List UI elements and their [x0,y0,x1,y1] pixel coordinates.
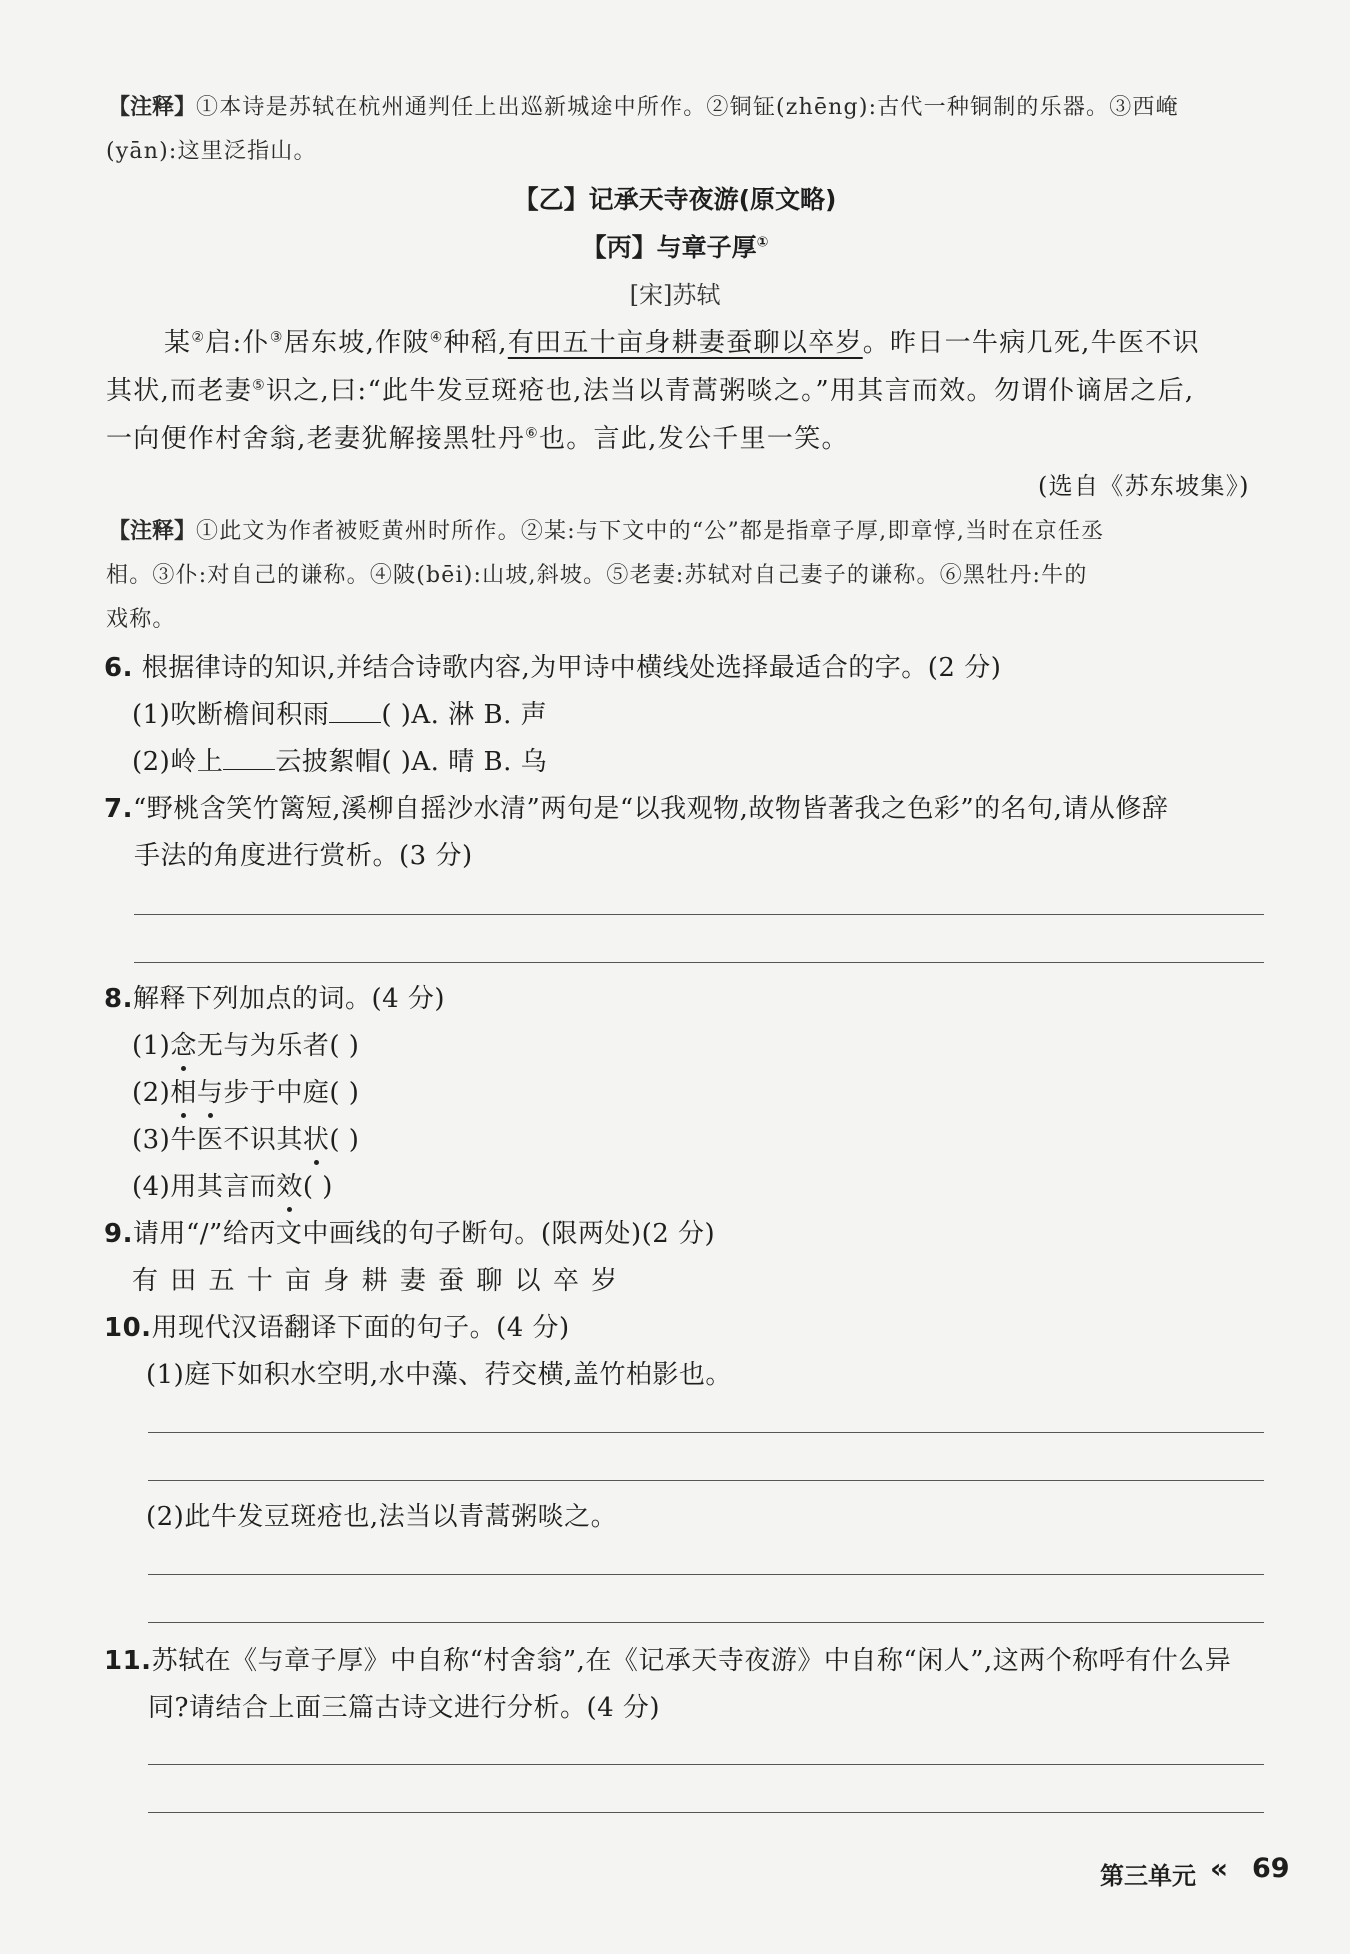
q6-blank2[interactable] [223,747,275,770]
answer-line-q10-1b[interactable] [148,1480,1264,1481]
author: [宋]苏轼 [629,281,721,309]
underlined-sentence: 有田五十亩身耕妻蚕聊以卒岁 [507,328,863,358]
q8-item4: (4)用其言而效( ) [132,1172,333,1202]
dotted-char: 念 [170,1031,197,1061]
answer-line-q10-2a[interactable] [148,1574,1264,1575]
dotted-char: 状 [302,1125,330,1155]
answer-line-q11-2[interactable] [148,1812,1264,1813]
answer-line-q10-1a[interactable] [148,1432,1264,1433]
unit-label: 第三单元 [1100,1862,1196,1890]
q6-item1: (1)吹断檐间积雨 ( )A. 淋 B. 声 [132,700,548,730]
title-bing: 【丙】与章子厚① [581,233,769,262]
q10-item2: (2)此牛发豆斑疮也,法当以青蒿粥啖之。 [146,1502,618,1532]
note-bing-line3: 戏称。 [106,607,176,632]
q6-blank1[interactable] [329,700,381,723]
note-bing-line2: 相。③仆:对自己的谦称。④陂(bēi):山坡,斜坡。⑤老妻:苏轼对自己妻子的谦称。⑥黑牡丹:牛的 [106,563,1088,588]
q8-item3: (3)牛医不识其状( ) [132,1125,360,1155]
title-yi: 【乙】记承天寺夜游(原文略) [513,185,837,214]
question-7: 7.“野桃含笑竹篱短,溪柳自摇沙水清”两句是“以我观物,故物皆著我之色彩”的名句,请从修辞 [104,794,1169,824]
note-jia-line1: 【注释】①本诗是苏轼在杭州通判任上出巡新城途中所作。②铜钲(zhēng):古代一种铜制的乐器。③西崦 [108,95,1179,120]
q8-item1: (1)念无与为乐者( ) [132,1031,360,1061]
passage-source: (选自《苏东坡集》) [1038,472,1250,500]
passage-line3: 一向便作村舍翁,老妻犹解接黑牡丹⑥也。言此,发公千里一笑。 [106,424,849,454]
double-chevron-left-icon: « [1210,1852,1229,1885]
note-jia-line2: (yān):这里泛指山。 [106,139,317,164]
question-10: 10.用现代汉语翻译下面的句子。(4 分) [104,1313,570,1343]
q10-item1: (1)庭下如积水空明,水中藻、荇交横,盖竹柏影也。 [146,1360,732,1390]
dotted-char: 与 [196,1078,224,1108]
question-11-line2: 同?请结合上面三篇古诗文进行分析。(4 分) [148,1693,661,1723]
q6-item2: (2)岭上 云披絮帽( )A. 晴 B. 乌 [132,747,548,777]
question-9: 9.请用“/”给丙文中画线的句子断句。(限两处)(2 分) [104,1219,716,1249]
page-number: 69 [1252,1853,1290,1884]
answer-line-q7-1[interactable] [134,914,1264,915]
answer-line-q7-2[interactable] [134,962,1264,963]
q9-sentence: 有 田 五 十 亩 身 耕 妻 蚕 聊 以 卒 岁 [132,1266,620,1296]
question-6: 6. 根据律诗的知识,并结合诗歌内容,为甲诗中横线处选择最适合的字。(2 分) [104,653,1002,683]
answer-line-q10-2b[interactable] [148,1622,1264,1623]
q8-item2: (2)相与步于中庭( ) [132,1078,360,1108]
passage-line1: 某②启:仆③居东坡,作陂④种稻,有田五十亩身耕妻蚕聊以卒岁。昨日一牛病几死,牛医不识 [164,328,1200,358]
dotted-char: 相 [170,1078,197,1108]
question-7-line2: 手法的角度进行赏析。(3 分) [134,841,473,871]
answer-line-q11-1[interactable] [148,1764,1264,1765]
question-11: 11.苏轼在《与章子厚》中自称“村舍翁”,在《记承天寺夜游》中自称“闲人”,这两个称呼有什么异 [104,1646,1232,1676]
note-bing-line1: 【注释】①此文为作者被贬黄州时所作。②某:与下文中的“公”都是指章子厚,即章惇,当时在京任丞 [108,519,1105,544]
question-8: 8.解释下列加点的词。(4 分) [104,984,446,1014]
passage-line2: 其状,而老妻⑤识之,曰:“此牛发豆斑疮也,法当以青蒿粥啖之。”用其言而效。勿谓仆谪居之后, [106,376,1195,406]
dotted-char: 效 [276,1172,303,1202]
